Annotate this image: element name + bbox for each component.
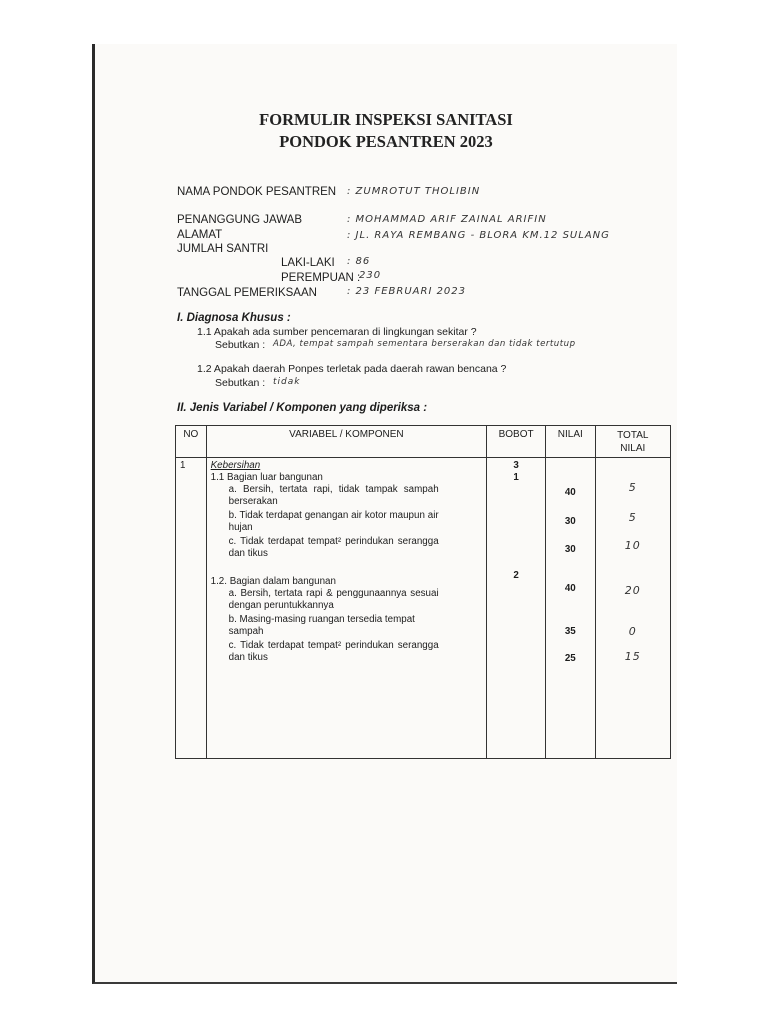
header-total (595, 426, 670, 458)
nilai-1-2-a: 40 (564, 583, 576, 594)
form-title-line1: FORMULIR INSPEKSI SANITASI (259, 110, 513, 129)
total-1-2-a: 20 (624, 584, 641, 597)
cell-total (595, 458, 670, 759)
pj-value: : MOHAMMAD ARIF ZAINAL ARIFIN (347, 214, 547, 225)
sub1-item-a: a. Bersih, tertata rapi, tidak tampak sampah berserakan (228, 484, 439, 507)
sub2-item-b: b. Masing-masing ruangan tersedia tempat sampah (228, 614, 415, 637)
form-title-line2: PONDOK PESANTREN 2023 (279, 132, 493, 151)
total-1-1-b: 5 (628, 511, 637, 524)
sub1-item-b: b. Tidak terdapat genangan air kotor maupun air hujan (228, 510, 439, 533)
tanggal-label: TANGGAL PEMERIKSAAN (177, 287, 317, 299)
sub2-item-a: a. Bersih, tertata rapi & penggunaannya sesuai dengan peruntukkannya (228, 588, 439, 611)
header-bobot: BOBOT (487, 426, 546, 458)
total-1-1-c: 10 (624, 539, 641, 552)
nilai-1-1-a: 40 (564, 487, 576, 498)
nilai-1-1-b: 30 (564, 516, 576, 527)
form-sheet (92, 44, 677, 984)
tanggal-value: : 23 FEBRUARI 2023 (347, 286, 467, 297)
sub2-bobot: 2 (513, 570, 519, 581)
section2-heading: II. Jenis Variabel / Komponen yang diperiksa : (177, 402, 428, 414)
cell-variabel (206, 458, 487, 759)
pj-label: PENANGGUNG JAWAB (177, 214, 303, 226)
nilai-1-1-c: 30 (564, 544, 576, 555)
alamat-value: : JL. RAYA REMBANG - BLORA KM.12 SULANG (347, 230, 610, 241)
total-1-2-c: 15 (624, 650, 641, 663)
table-header-row (176, 426, 671, 458)
total-1-1-a: 5 (628, 481, 637, 494)
jumlah-label: JUMLAH SANTRI (177, 243, 269, 255)
sub2-label: 1.2. Bagian dalam bangunan (210, 576, 336, 587)
perempuan-value: 230 (359, 270, 382, 281)
header-variabel: VARIABEL / KOMPONEN (206, 426, 487, 458)
table-row (176, 458, 671, 759)
question-1-2-answer: tidak (273, 377, 301, 387)
alamat-label: ALAMAT (177, 229, 223, 241)
sub1-label: 1.1 Bagian luar bangunan (210, 472, 323, 483)
category-bobot: 3 (513, 460, 519, 471)
sub2-item-c: c. Tidak terdapat tempat² perindukan serangga dan tikus (228, 640, 439, 663)
section1-heading: I. Diagnosa Khusus : (177, 312, 291, 324)
question-1-1-label: Sebutkan : (215, 339, 266, 351)
row-number: 1 (180, 460, 186, 471)
question-1-2-label: Sebutkan : (215, 377, 266, 389)
inspection-table (175, 425, 671, 759)
cell-nilai (546, 458, 596, 759)
perempuan-label: PEREMPUAN : (281, 272, 361, 284)
header-no: NO (176, 426, 207, 458)
nilai-1-2-c: 25 (564, 653, 576, 664)
header-nilai: NILAI (546, 426, 596, 458)
category-label: Kebersihan (210, 460, 261, 471)
laki-value: : 86 (347, 256, 371, 267)
nama-value: : ZUMROTUT THOLIBIN (347, 186, 481, 197)
sub1-bobot: 1 (513, 472, 519, 483)
total-1-2-b: 0 (628, 625, 637, 638)
question-1-1: 1.1 Apakah ada sumber pencemaran di lingkungan sekitar ? (197, 326, 477, 338)
laki-label: LAKI-LAKI (281, 257, 335, 269)
header-total-text: TOTAL NILAI (617, 430, 649, 454)
question-1-2: 1.2 Apakah daerah Ponpes terletak pada daerah rawan bencana ? (197, 363, 507, 375)
cell-bobot (487, 458, 546, 759)
nama-label: NAMA PONDOK PESANTREN (177, 186, 337, 198)
sub1-item-c: c. Tidak terdapat tempat² perindukan serangga dan tikus (228, 536, 439, 559)
nilai-1-2-b: 35 (564, 626, 576, 637)
cell-no (176, 458, 207, 759)
question-1-1-answer: ADA, tempat sampah sementara berserakan dan tidak tertutup (273, 339, 576, 349)
